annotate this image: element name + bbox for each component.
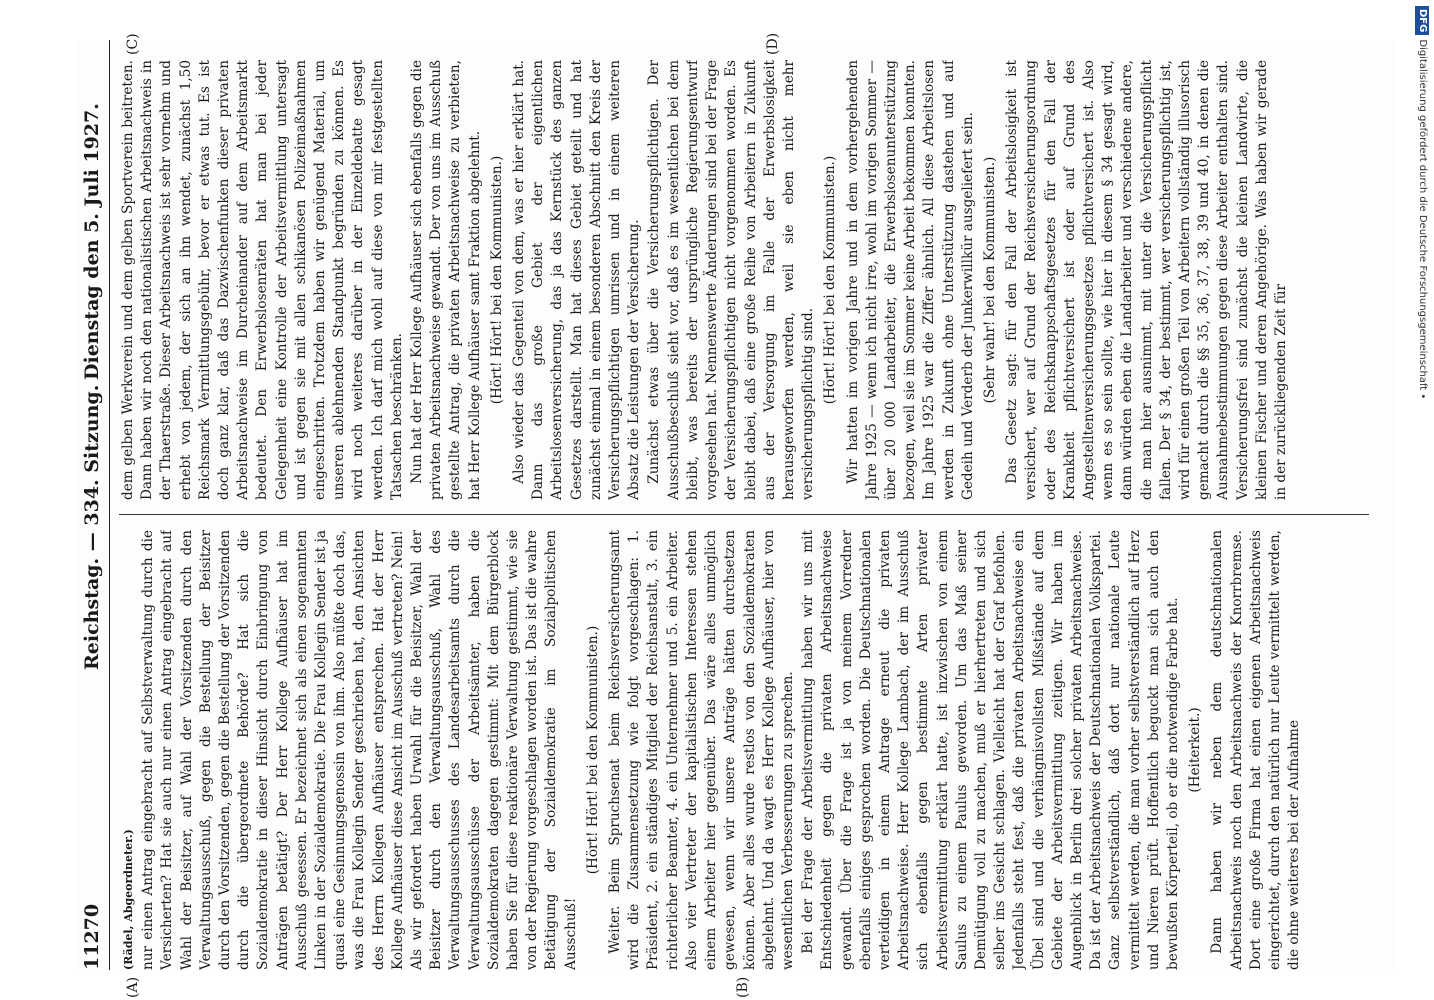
interjection: (Hört! Hört! bei den Kommunisten.) [584, 625, 601, 875]
paragraph: Weiter. Beim Spruchsenat beim Reichsversicherungsamt wird die Zusammensetzung wie folgt vorgeschlagen: 1. Präsident, 2. ein ständiges Mitglied der Reichsanstalt, 3. ein richterlicher Beamter, 4. ein Unternehmer und 5. ein Arbeiter. Also vier Vertreter der kapitalistischen Interessen stehen einem Arbeiter hier gegenüber. Das wäre alles unmöglich gewesen, wenn wir unsere Anträge hätten durchsetzen können. Aber alles wurde restlos von den Sozialdemokraten abgelehnt. Und da wagt es Herr Kollege Aufhäuser, hier von wesentlichen Verbesserungen zu sprechen. [607, 530, 796, 970]
header-rule [109, 40, 110, 970]
margin-marker-a: (A) [125, 976, 141, 998]
margin-marker-c: (C) [125, 33, 141, 55]
paragraph: Dann haben wir neben dem deutschnationalen Arbeitsnachweis noch den Arbeitsnachweis der Knorrbremse. Dort eine große Firma hat einen eigenen Arbeitsnachweis eingerichtet, durch den natürlich nur Leute vermittelt werden, die ohne weiteres bei der Aufnahme [1209, 530, 1303, 970]
paragraph: Das Gesetz sagt: für den Fall der Arbeitslosigkeit ist versichert, wer auf Grund der Reichsversicherungsordnung oder des Reichsknappschaftsgesetzes für den Fall der Krankheit pflichtversichert ist oder auf Grund des Angestelltenversicherungsgesetzes pflichtversichert ist. Also wenn es so sein sollte, wie hier in diesem § 34 gesagt wird, dann würden eben die Landarbeiter und verschiedene andere, die man hier ausnimmt, mit unter die Versicherungspflicht fallen. Der § 34, der bestimmt, wer versicherungspflichtig ist, wird für einen großen Teil von Arbeitern vollständig illusorisch gemacht durch die §§ 35, 36, 37, 38, 39 und 40, in denen die Ausnahmebestimmungen gegen diese Arbeiter enthalten sind. Versicherungsfrei sind zunächst die kleinen Landwirte, die kleinen Fischer und deren Angehörige. Was haben wir gerade in der zurückliegenden Zeit für [1004, 60, 1289, 500]
page-number: 11270 [81, 903, 103, 970]
interjection: (Hört! Hört! bei den Kommunisten.) [488, 155, 505, 405]
interjection: (Sehr wahr! bei den Kommunisten.) [981, 156, 998, 404]
dfg-logo: DFG [1415, 6, 1429, 35]
paragraph: Bei der Frage der Arbeitsvermittlung haben wir uns mit Entschiedenheit gegen die privaten Arbeitsnachweise gewandt. Über die Frage ist ja von meinem Vorredner ebenfalls einiges gesprochen worden. Die Deutschnationalen verteidigen in einem Antrage erneut die privaten Arbeitsnachweise. Herr Kollege Lambach, der im Ausschuß sich ebenfalls gegen bestimmte Arten privater Arbeitsvermittlung erklärt hatte, ist inzwischen von einem Saulus zu einem Paulus geworden. Um das Maß seiner Demütigung voll zu machen, muß er hierhertreten und sich selber ins Gesicht schlagen. Vielleicht hat der Graf befohlen. Jedenfalls steht fest, daß die privaten Arbeitsnachweise ein Übel sind und die verhängnisvollsten Mißstände auf dem Gebiete der Arbeitsvermittlung zeitigen. Wir haben im Augenblick in Berlin drei solcher privaten Arbeitsnachweise. Da ist der Arbeitsnachweis der Deutschnationalen Volkspartei. Ganz selbstverständlich, daß dort nur nationale Leute vermittelt werden, die man vorher selbstverständlich auf Herz und Nieren prüft. Hoffentlich beguckt man sich auch den bewußten Körperteil, ob er die notwendige Farbe hat. [800, 530, 1181, 970]
column-left [119, 530, 1369, 970]
session-date: Dienstag den 5. Juli 1927. [81, 103, 103, 380]
margin-marker-d: (D) [765, 32, 781, 55]
column-separator [119, 514, 1369, 515]
paragraph: Zunächst etwas über die Versicherungspflichtigen. Der Ausschußbeschluß sieht vor, daß es im wesentlichen bei dem bleibt, was bereits der ursprüngliche Regierungsentwurf vorgesehen hat. Nennenswerte Änderungen sind bei der Frage der Versicherungspflichtigen nicht vorgenommen worden. Es bleibt dabei, daß eine große Reihe von Arbeitern in Zukunft aus der Versorgung im Falle der Erwerbslosigkeit herausgeworfen werden, weil sie eben nicht mehr versicherungspflichtig sind. [646, 60, 817, 500]
paragraph: Nun hat der Herr Kollege Aufhäuser sich ebenfalls gegen die privaten Arbeitsnachweise gewandt. Der von uns im Ausschuß gestellte Antrag, die privaten Arbeitsnachweise zu verbieten, hat Herr Kollege Aufhäuser samt Fraktion abgelehnt. [409, 60, 483, 500]
paragraph: Wir hatten im vorigen Jahre und in dem vorhergehenden Jahre 1925 — wenn ich nicht irre, wohl im vorigen Sommer — über 20 000 Landarbeiter, die Erwerbslosenunterstützung bezogen, weil sie im Sommer keine Arbeit bekommen konnten. Im Jahre 1925 war die Ziffer ähnlich. All diese Arbeitslosen werden in Zukunft ohne Unterstützung dastehen und auf Gedeih und Verderb der Junkerwillkür ausgeliefert sein. [844, 60, 976, 500]
margin-marker-b: (B) [735, 976, 751, 998]
digitization-watermark [1412, 6, 1432, 996]
interjection: (Heiterkeit.) [1187, 707, 1204, 793]
paragraph: dem gelben Werkverein und dem gelben Sportverein beitreten. Dann haben wir noch den nationalistischen Arbeitsnachweis in der Thaerstraße. Dieser Arbeitsnachweis ist sehr vornehm und erhebt von jedem, der sich an ihn wendet, zunächst 1,50 Reichsmark Vermittlungsgebühr, bevor er etwas tut. Es ist doch ganz klar, daß das Dazwischenfunken dieser privaten Arbeitsnachweise im Durcheinander auf dem Arbeitsmarkt bedeutet. Den Erwerbslosenräten hat man bei jeder Gelegenheit eine Kontrolle der Arbeitsvermittlung untersagt und ist gegen sie mit allen schikanösen Polizeimaßnahmen eingeschritten. Trotzdem haben wir genügend Material, um unseren ablehnenden Standpunkt begründen zu können. Es wird noch weiteres darüber in der Einzeldebatte gesagt werden. Ich darf mich wohl auf diese von mir festgestellten Tatsachen beschränken. [120, 60, 405, 500]
page-header [81, 40, 111, 970]
paragraph: Also wieder das Gegenteil von dem, was er hier erklärt hat. Dann das große Gebiet der eigentlichen Arbeitslosenversicherung, das ja das Kernstück des ganzen Gesetzes darstellt. Man hat dieses Gebiet geteilt und hat zunächst einmal in einem besonderen Abschnitt den Kreis der Versicherungspflichtigen umrissen und in einem weiteren Absatz die Leistungen der Versicherung. [511, 60, 643, 500]
speaker-line: (Rädel, Abgeordneter.) [122, 829, 135, 970]
column-right [119, 60, 1369, 500]
session-title: Reichstag. — 334. Sitzung. [81, 384, 103, 670]
watermark-caption: Digitalisierung gefördert durch die Deutsche Forschungsgemeinschaft • [1417, 39, 1428, 400]
paragraph: nur einen Antrag eingebracht auf Selbstverwaltung durch die Versicherten? Hat sie auch nur einen Antrag eingebracht auf Wahl der Beisitzer, auf Wahl der Vorsitzenden durch den Verwaltungsausschuß, gegen die Bestellung der Beisitzer durch den Vorsitzenden, gegen die Bestellung der Vorsitzenden durch die übergeordnete Behörde? Hat sich die Sozialdemokratie in dieser Hinsicht durch Einbringung von Anträgen betätigt? Der Herr Kollege Aufhäuser hat im Ausschuß gesessen. Er bezeichnet sich als einen sogenannten Linken in der Sozialdemokratie. Die Frau Kollegin Sender ist ja quasi eine Gesinnungsgenossin von ihm. Also müßte doch das, was die Frau Kollegin Sender geschrieben hat, den Ansichten des Herrn Kollegen Aufhäuser entsprechen. Hat der Herr Kollege Aufhäuser diese Ansicht im Ausschuß vertreten? Nein! Als wir gefordert haben Urwahl für die Beisitzer, Wahl der Beisitzer durch den Verwaltungsausschuß, Wahl des Verwaltungsausschusses des Landesarbeitsamts durch die Verwaltungsausschüsse der Arbeitsämter, haben die Sozialdemokraten dagegen gestimmt: Mit dem Bürgerblock haben Sie für diese reaktionäre Verwaltung gestimmt, wie sie von der Regierung vorgeschlagen worden ist. Das ist die wahre Betätigung der Sozialdemokratie im Sozialpolitischen Ausschuß! [140, 530, 579, 970]
watermark-text-row [1412, 6, 1432, 996]
newspaper-page [75, 32, 1395, 998]
interjection: (Hört! Hört! bei den Kommunisten.) [822, 155, 839, 405]
